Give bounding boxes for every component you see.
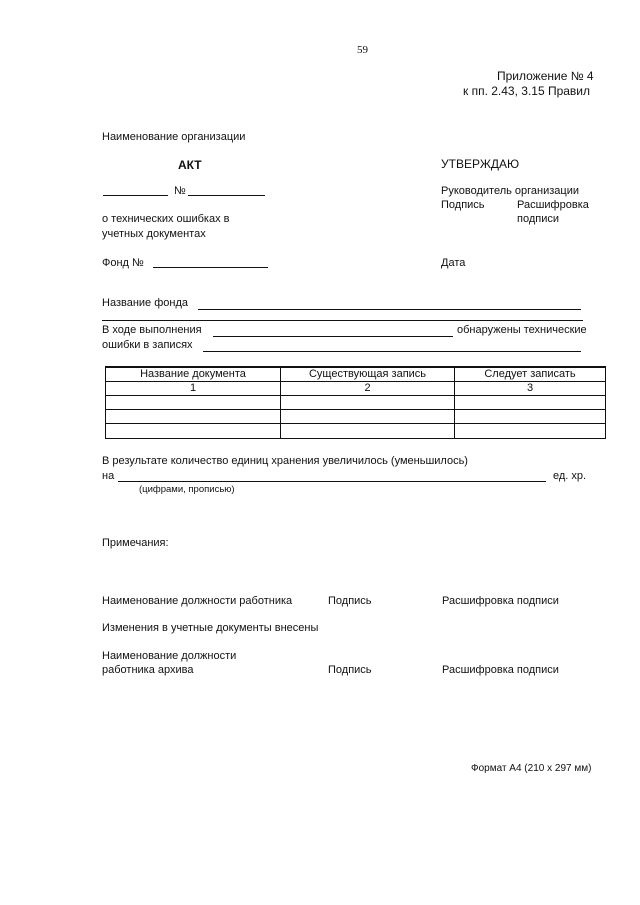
column-number: 2 (281, 382, 455, 396)
archive-signature-label: Подпись (328, 664, 372, 676)
approve-title: УТВЕРЖДАЮ (441, 157, 520, 171)
result-on: на (102, 470, 115, 482)
table-number-row (106, 382, 606, 396)
page-number: 59 (357, 44, 368, 56)
archive-position-line2: работника архива (102, 664, 194, 676)
corrections-table (105, 366, 606, 439)
process-line2-label: ошибки в записях (102, 339, 193, 351)
archive-position-line1: Наименование должности (102, 650, 237, 662)
act-title: АКТ (178, 158, 202, 172)
process-line (213, 336, 453, 337)
changes-made-label: Изменения в учетные документы внесены (102, 622, 319, 634)
column-number: 3 (455, 382, 606, 396)
table-row (106, 396, 606, 410)
column-number: 1 (106, 382, 281, 396)
table-cell[interactable] (281, 424, 455, 439)
approve-decode-line1: Расшифровка (517, 199, 589, 211)
table-cell[interactable] (106, 424, 281, 439)
result-unit: ед. хр. (553, 470, 587, 482)
result-hint: (цифрами, прописью) (139, 484, 235, 495)
employee-position-label: Наименование должности работника (102, 595, 293, 607)
table-row (106, 410, 606, 424)
process-suffix: обнаружены технические (457, 324, 587, 336)
fond-number-label: Фонд № (102, 257, 144, 269)
archive-decode-label: Расшифровка подписи (442, 664, 559, 676)
appendix-title: Приложение № 4 (497, 69, 594, 83)
approve-head: Руководитель организации (441, 185, 580, 197)
org-name-label: Наименование организации (102, 131, 246, 143)
notes-label: Примечания: (102, 537, 169, 549)
table-cell[interactable] (455, 424, 606, 439)
employee-signature-label: Подпись (328, 595, 372, 607)
column-header: Существующая запись (281, 367, 455, 382)
table-cell[interactable] (455, 410, 606, 424)
act-subject-line1: о технических ошибках в (102, 213, 230, 225)
approve-signature: Подпись (441, 199, 485, 211)
table-cell[interactable] (106, 410, 281, 424)
format-note: Формат А4 (210 х 297 мм) (471, 763, 592, 774)
table-cell[interactable] (455, 396, 606, 410)
fond-name-line2 (102, 320, 583, 321)
column-header: Название документа (106, 367, 281, 382)
fond-name-line (198, 309, 581, 310)
approve-decode-line2: подписи (517, 213, 559, 225)
table-header-row (106, 367, 606, 382)
column-header: Следует записать (455, 367, 606, 382)
act-date-line (103, 195, 168, 196)
fond-name-label: Название фонда (102, 297, 188, 309)
act-subject-line2: учетных документах (102, 228, 206, 240)
process-prefix: В ходе выполнения (102, 324, 202, 336)
employee-decode-label: Расшифровка подписи (442, 595, 559, 607)
act-number-line (188, 195, 265, 196)
table-row (106, 424, 606, 439)
appendix-reference: к пп. 2.43, 3.15 Правил (463, 84, 591, 98)
table-cell[interactable] (281, 410, 455, 424)
records-line (203, 351, 581, 352)
table-cell[interactable] (106, 396, 281, 410)
result-amount-line (118, 481, 546, 482)
act-number-label: № (174, 185, 186, 197)
result-text: В результате количество единиц хранения увеличилось (уменьшилось) (102, 455, 468, 467)
fond-number-line (153, 267, 268, 268)
approve-date: Дата (441, 257, 466, 269)
table-cell[interactable] (281, 396, 455, 410)
